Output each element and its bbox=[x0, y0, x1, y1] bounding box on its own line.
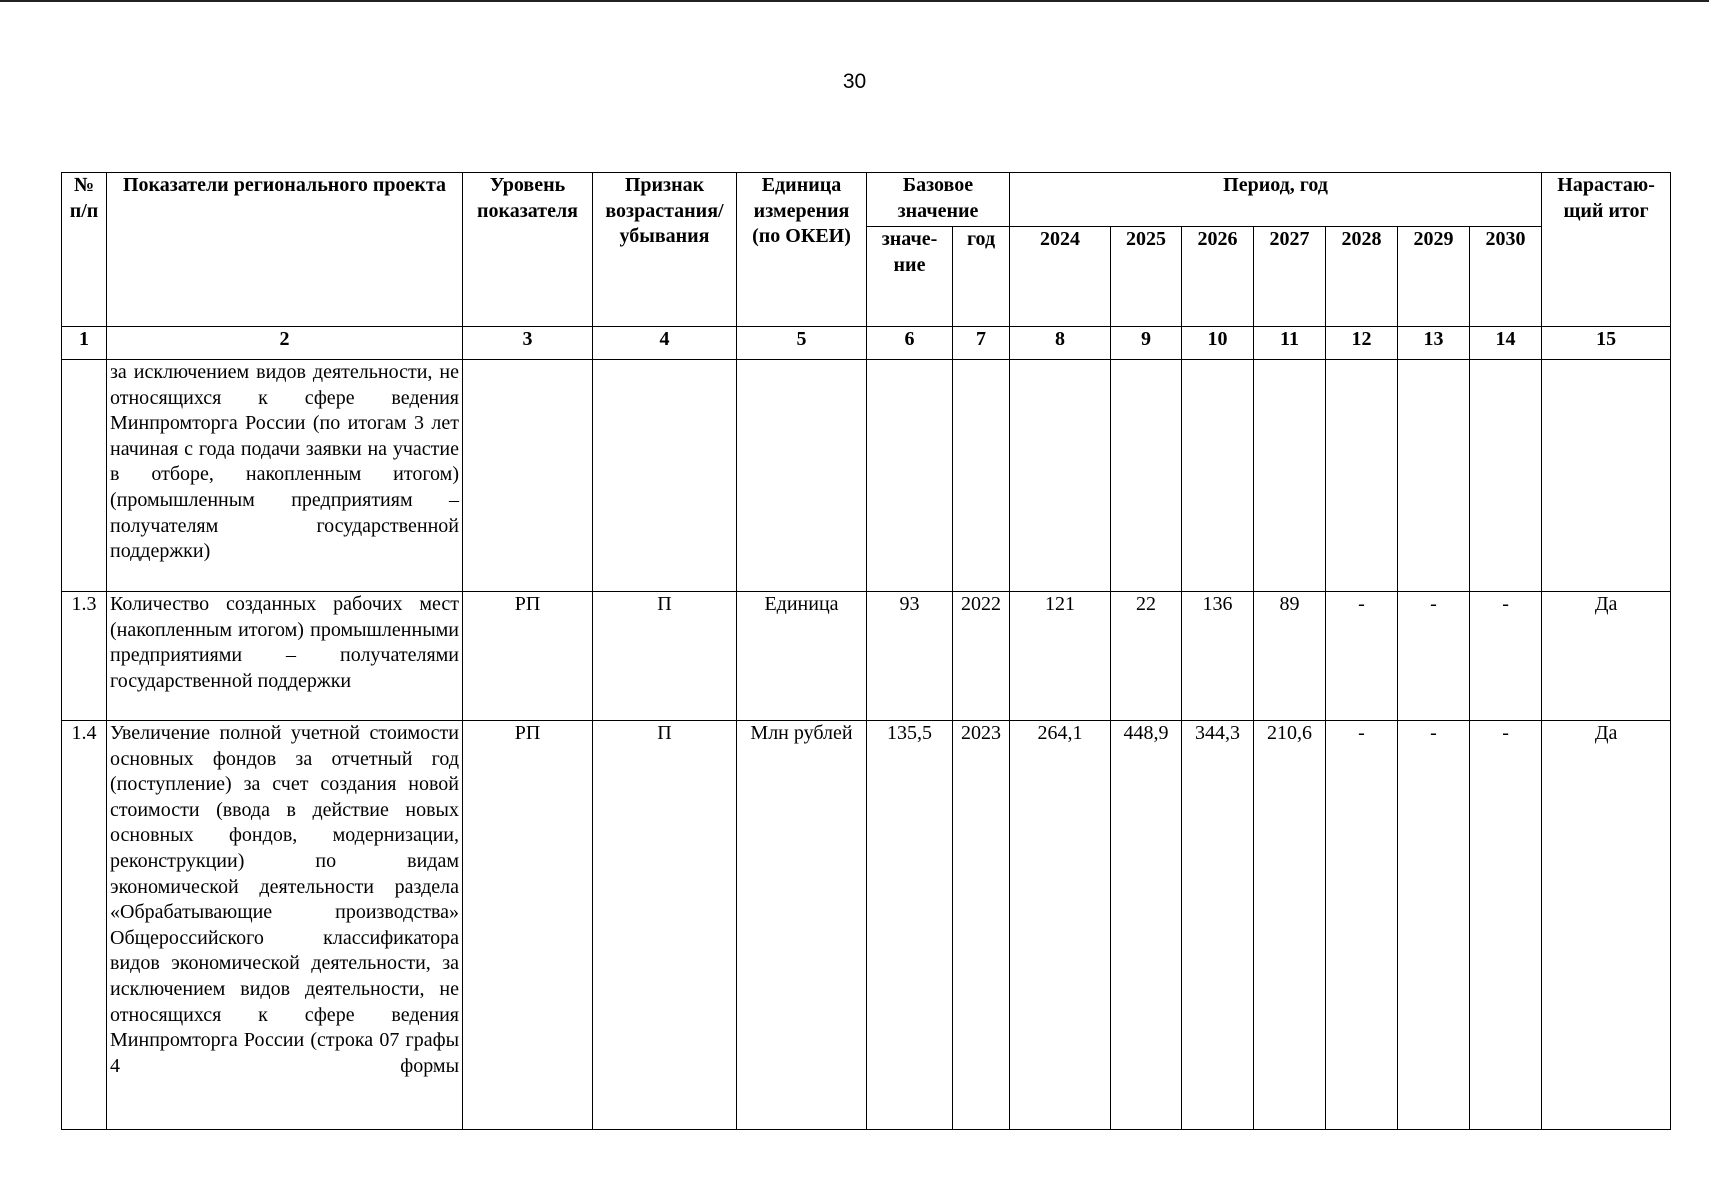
column-number: 2 bbox=[107, 327, 463, 360]
row-year-value bbox=[1254, 360, 1326, 592]
row-year-value: - bbox=[1470, 721, 1542, 1130]
row-year-value bbox=[1326, 360, 1398, 592]
row-year-value bbox=[1111, 360, 1182, 592]
row-year-value: - bbox=[1470, 592, 1542, 721]
row-year-value bbox=[1470, 360, 1542, 592]
row-sign bbox=[593, 360, 737, 592]
header-base-year-sub: год bbox=[953, 227, 1010, 327]
row-cumulative: Да bbox=[1542, 592, 1671, 721]
row-indicator: Увеличение полной учетной стоимости основных фондов за отчетный год (поступление) за счет создания новой стоимости (ввода в действие новых основных фондов, модернизации, реконструкции) по видам экономической деятельности раздела «Обрабатывающие производства» Общероссийского классификатора видов экономической деятельности, за исключением видов деятельности, не относящихся к сфере ведения Минпромторга России (строка 07 графы 4 формы bbox=[107, 721, 463, 1130]
column-number: 9 bbox=[1111, 327, 1182, 360]
table-row bbox=[62, 592, 1671, 721]
row-year-value: 121 bbox=[1010, 592, 1111, 721]
row-year-value: 264,1 bbox=[1010, 721, 1111, 1130]
column-number: 1 bbox=[62, 327, 107, 360]
table-row bbox=[62, 360, 1671, 592]
column-number: 13 bbox=[1398, 327, 1470, 360]
row-year-value bbox=[1010, 360, 1111, 592]
header-base-value: Базовое значение bbox=[867, 173, 1010, 227]
column-number: 6 bbox=[867, 327, 953, 360]
header-sign: Признак возрастания/ убывания bbox=[593, 173, 737, 327]
row-base-value: 135,5 bbox=[867, 721, 953, 1130]
header-period: Период, год bbox=[1010, 173, 1542, 227]
row-num bbox=[62, 360, 107, 592]
header-year: 2024 bbox=[1010, 227, 1111, 327]
column-number: 15 bbox=[1542, 327, 1671, 360]
row-indicator: за исключением видов деятельности, не относящихся к сфере ведения Минпромторга России (по итогам 3 лет начиная с года подачи заявки на участие в отборе, накопленным итогом) (промышленным предприятиям – получателям государственной поддержки) bbox=[107, 360, 463, 592]
top-border-line bbox=[0, 0, 1709, 2]
row-base-value: 93 bbox=[867, 592, 953, 721]
header-level: Уровень показателя bbox=[463, 173, 593, 327]
row-unit bbox=[737, 360, 867, 592]
row-base-year: 2023 bbox=[953, 721, 1010, 1130]
row-num: 1.3 bbox=[62, 592, 107, 721]
row-year-value bbox=[1182, 360, 1254, 592]
column-number: 14 bbox=[1470, 327, 1542, 360]
row-year-value: - bbox=[1326, 592, 1398, 721]
header-unit: Единица измерения (по ОКЕИ) bbox=[737, 173, 867, 327]
header-year: 2025 bbox=[1111, 227, 1182, 327]
row-cumulative bbox=[1542, 360, 1671, 592]
table-row bbox=[62, 721, 1671, 1130]
row-level: РП bbox=[463, 592, 593, 721]
header-year: 2030 bbox=[1470, 227, 1542, 327]
header-year: 2029 bbox=[1398, 227, 1470, 327]
column-number: 3 bbox=[463, 327, 593, 360]
header-num: № п/п bbox=[62, 173, 107, 327]
row-year-value: 89 bbox=[1254, 592, 1326, 721]
column-number: 11 bbox=[1254, 327, 1326, 360]
row-unit: Единица bbox=[737, 592, 867, 721]
column-number: 4 bbox=[593, 327, 737, 360]
row-year-value: 448,9 bbox=[1111, 721, 1182, 1130]
header-year: 2026 bbox=[1182, 227, 1254, 327]
row-sign: П bbox=[593, 592, 737, 721]
indicators-table bbox=[61, 172, 1671, 1130]
row-base-value bbox=[867, 360, 953, 592]
row-year-value: 136 bbox=[1182, 592, 1254, 721]
header-cumulative: Нарастаю-щий итог bbox=[1542, 173, 1671, 327]
row-year-value: 210,6 bbox=[1254, 721, 1326, 1130]
header-indicator: Показатели регионального проекта bbox=[107, 173, 463, 327]
row-level: РП bbox=[463, 721, 593, 1130]
column-number: 10 bbox=[1182, 327, 1254, 360]
row-year-value: 344,3 bbox=[1182, 721, 1254, 1130]
row-base-year bbox=[953, 360, 1010, 592]
row-base-year: 2022 bbox=[953, 592, 1010, 721]
row-level bbox=[463, 360, 593, 592]
column-number: 5 bbox=[737, 327, 867, 360]
row-sign: П bbox=[593, 721, 737, 1130]
row-unit: Млн рублей bbox=[737, 721, 867, 1130]
row-year-value: - bbox=[1398, 592, 1470, 721]
row-year-value: 22 bbox=[1111, 592, 1182, 721]
row-indicator: Количество созданных рабочих мест (накопленным итогом) промышленными предприятиями – получателями государственной поддержки bbox=[107, 592, 463, 721]
row-year-value bbox=[1398, 360, 1470, 592]
header-base-value-sub: значе-ние bbox=[867, 227, 953, 327]
row-num: 1.4 bbox=[62, 721, 107, 1130]
row-cumulative: Да bbox=[1542, 721, 1671, 1130]
column-number: 7 bbox=[953, 327, 1010, 360]
column-number: 8 bbox=[1010, 327, 1111, 360]
header-year: 2028 bbox=[1326, 227, 1398, 327]
column-number: 12 bbox=[1326, 327, 1398, 360]
page-number: 30 bbox=[842, 70, 867, 93]
row-year-value: - bbox=[1398, 721, 1470, 1130]
row-year-value: - bbox=[1326, 721, 1398, 1130]
header-year: 2027 bbox=[1254, 227, 1326, 327]
